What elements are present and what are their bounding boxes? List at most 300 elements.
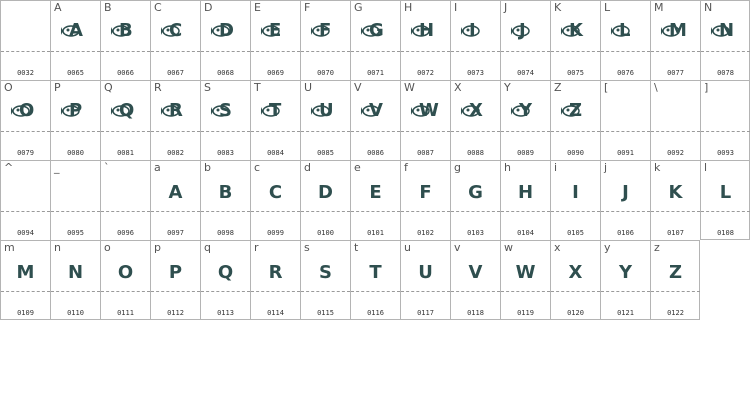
glyph-cell[interactable] <box>450 160 500 240</box>
baseline-divider <box>651 211 700 212</box>
baseline-divider <box>151 131 200 132</box>
character-label: T <box>254 81 261 94</box>
glyph-preview <box>151 15 200 49</box>
baseline-divider <box>601 291 650 292</box>
glyph-cell[interactable] <box>50 240 100 320</box>
glyph-cell[interactable] <box>50 0 100 80</box>
glyph-letter: S <box>219 100 232 121</box>
glyph-preview <box>1 95 50 129</box>
glyph-preview <box>301 175 350 209</box>
baseline-divider <box>301 211 350 212</box>
glyph-cell[interactable] <box>100 80 150 160</box>
glyph-cell[interactable] <box>250 240 300 320</box>
glyph-letter: A <box>168 181 183 203</box>
glyph-row <box>0 0 751 80</box>
glyph-letter: F <box>419 181 432 203</box>
baseline-divider <box>401 131 450 132</box>
glyph-letter: K <box>569 20 583 41</box>
glyph-cell[interactable] <box>150 80 200 160</box>
glyph-preview <box>601 255 650 289</box>
character-label: a <box>154 161 161 174</box>
character-label: O <box>4 81 13 94</box>
glyph-letter: P <box>69 100 83 121</box>
baseline-divider <box>51 51 100 52</box>
glyph-letter: B <box>119 20 133 41</box>
glyph-preview <box>1 175 50 209</box>
glyph-preview <box>251 175 300 209</box>
glyph-cell[interactable] <box>150 160 200 240</box>
glyph-letter: X <box>469 100 483 121</box>
glyph-cell[interactable] <box>550 240 600 320</box>
baseline-divider <box>1 51 50 52</box>
character-label: Z <box>554 81 562 94</box>
char-code-label: 0112 <box>167 309 184 317</box>
glyph-cell[interactable] <box>500 80 550 160</box>
glyph-preview <box>501 175 550 209</box>
glyph-cell[interactable] <box>0 240 50 320</box>
baseline-divider <box>451 51 500 52</box>
glyph-cell[interactable] <box>150 240 200 320</box>
glyph-preview <box>201 15 250 49</box>
char-code-label: 0083 <box>217 149 234 157</box>
glyph-row <box>0 160 751 240</box>
glyph-cell[interactable] <box>450 0 500 80</box>
baseline-divider <box>101 51 150 52</box>
glyph-cell[interactable] <box>200 0 250 80</box>
baseline-divider <box>551 211 600 212</box>
character-label: Q <box>104 81 113 94</box>
glyph-preview <box>601 15 650 49</box>
glyph-cell[interactable] <box>500 160 550 240</box>
glyph-letter: O <box>19 100 35 121</box>
baseline-divider <box>701 51 750 52</box>
glyph-cell[interactable] <box>100 160 150 240</box>
glyph-cell[interactable] <box>500 0 550 80</box>
glyph-preview <box>51 95 100 129</box>
glyph-preview <box>251 15 300 49</box>
glyph-letter: U <box>418 261 433 283</box>
character-label: E <box>254 1 261 14</box>
character-label: v <box>454 241 461 254</box>
character-label: B <box>104 1 112 14</box>
glyph-letter: T <box>369 261 382 283</box>
glyph-letter: Y <box>519 100 533 121</box>
char-code-label: 0108 <box>717 229 734 237</box>
glyph-preview <box>601 175 650 209</box>
glyph-preview <box>451 15 500 49</box>
glyph-preview <box>151 255 200 289</box>
glyph-cell[interactable] <box>500 240 550 320</box>
glyph-letter: V <box>468 261 483 283</box>
glyph-preview <box>201 95 250 129</box>
glyph-letter: R <box>268 261 283 283</box>
character-label: k <box>654 161 661 174</box>
character-label: j <box>604 161 608 174</box>
char-code-label: 0072 <box>417 69 434 77</box>
char-code-label: 0070 <box>317 69 334 77</box>
glyph-preview <box>451 255 500 289</box>
glyph-letter: R <box>169 100 183 121</box>
glyph-cell[interactable] <box>550 160 600 240</box>
glyph-cell[interactable] <box>300 80 350 160</box>
char-code-label: 0084 <box>267 149 284 157</box>
baseline-divider <box>551 291 600 292</box>
glyph-preview <box>301 15 350 49</box>
char-code-label: 0090 <box>567 149 584 157</box>
glyph-cell[interactable] <box>400 0 450 80</box>
char-code-label: 0087 <box>417 149 434 157</box>
baseline-divider <box>301 291 350 292</box>
char-code-label: 0111 <box>117 309 134 317</box>
character-label: N <box>704 1 713 14</box>
glyph-preview <box>1 15 50 49</box>
char-code-label: 0074 <box>517 69 534 77</box>
glyph-letter: C <box>268 181 283 203</box>
glyph-preview <box>301 95 350 129</box>
glyph-cell[interactable] <box>250 80 300 160</box>
glyph-preview <box>701 15 750 49</box>
baseline-divider <box>551 51 600 52</box>
glyph-cell[interactable] <box>250 0 300 80</box>
baseline-divider <box>351 291 400 292</box>
glyph-cell[interactable] <box>0 160 50 240</box>
char-code-label: 0101 <box>367 229 384 237</box>
glyph-cell[interactable] <box>650 80 700 160</box>
baseline-divider <box>1 211 50 212</box>
character-label: M <box>654 1 664 14</box>
glyph-preview <box>251 95 300 129</box>
glyph-letter: D <box>318 181 333 203</box>
char-code-label: 0076 <box>617 69 634 77</box>
glyph-cell[interactable] <box>700 160 750 240</box>
baseline-divider <box>701 131 750 132</box>
glyph-cell[interactable] <box>200 80 250 160</box>
char-code-label: 0109 <box>17 309 34 317</box>
character-label: l <box>704 161 708 174</box>
glyph-cell[interactable] <box>650 160 700 240</box>
character-label: w <box>504 241 513 254</box>
glyph-preview <box>651 15 700 49</box>
character-label: Y <box>504 81 511 94</box>
char-code-label: 0075 <box>567 69 584 77</box>
baseline-divider <box>151 51 200 52</box>
glyph-letter: Z <box>569 100 583 121</box>
glyph-cell[interactable] <box>700 0 750 80</box>
baseline-divider <box>401 291 450 292</box>
character-label: s <box>304 241 310 254</box>
baseline-divider <box>51 291 100 292</box>
glyph-row <box>0 80 751 160</box>
glyph-cell[interactable] <box>600 0 650 80</box>
glyph-preview <box>101 15 150 49</box>
character-label: I <box>454 1 458 14</box>
glyph-preview <box>501 15 550 49</box>
glyph-preview <box>451 175 500 209</box>
character-label: f <box>404 161 408 174</box>
glyph-cell[interactable] <box>600 80 650 160</box>
glyph-preview <box>451 95 500 129</box>
glyph-preview <box>351 175 400 209</box>
char-code-label: 0068 <box>217 69 234 77</box>
baseline-divider <box>151 211 200 212</box>
character-label: H <box>404 1 413 14</box>
character-label: m <box>4 241 15 254</box>
glyph-preview <box>301 255 350 289</box>
char-code-label: 0116 <box>367 309 384 317</box>
character-label: X <box>454 81 462 94</box>
baseline-divider <box>251 131 300 132</box>
character-label: e <box>354 161 361 174</box>
glyph-cell[interactable] <box>550 80 600 160</box>
baseline-divider <box>701 211 750 212</box>
glyph-cell[interactable] <box>550 0 600 80</box>
glyph-preview <box>651 95 700 129</box>
char-code-label: 0099 <box>267 229 284 237</box>
baseline-divider <box>651 131 700 132</box>
baseline-divider <box>301 131 350 132</box>
glyph-cell[interactable] <box>0 0 50 80</box>
char-code-label: 0102 <box>417 229 434 237</box>
baseline-divider <box>51 131 100 132</box>
glyph-preview <box>651 255 700 289</box>
char-code-label: 0092 <box>667 149 684 157</box>
glyph-preview <box>51 175 100 209</box>
glyph-preview <box>101 175 150 209</box>
glyph-letter: L <box>719 181 732 203</box>
baseline-divider <box>501 51 550 52</box>
character-label: n <box>54 241 61 254</box>
glyph-preview <box>351 15 400 49</box>
glyph-letter: H <box>517 181 534 203</box>
baseline-divider <box>451 291 500 292</box>
glyph-letter: A <box>69 20 83 41</box>
baseline-divider <box>601 51 650 52</box>
glyph-letter: E <box>269 20 282 41</box>
glyph-cell[interactable] <box>400 160 450 240</box>
glyph-cell[interactable] <box>650 0 700 80</box>
character-label: p <box>154 241 161 254</box>
glyph-cell[interactable] <box>300 0 350 80</box>
glyph-letter: M <box>16 261 35 283</box>
glyph-cell[interactable] <box>350 240 400 320</box>
char-code-label: 0104 <box>517 229 534 237</box>
char-code-label: 0105 <box>567 229 584 237</box>
baseline-divider <box>601 131 650 132</box>
char-code-label: 0107 <box>667 229 684 237</box>
char-code-label: 0091 <box>617 149 634 157</box>
glyph-cell[interactable] <box>200 160 250 240</box>
char-code-label: 0120 <box>567 309 584 317</box>
glyph-letter: P <box>168 261 183 283</box>
glyph-letter: W <box>515 261 536 283</box>
glyph-cell[interactable] <box>50 160 100 240</box>
character-label: d <box>304 161 311 174</box>
baseline-divider <box>401 211 450 212</box>
glyph-preview <box>1 255 50 289</box>
glyph-preview <box>651 175 700 209</box>
glyph-preview <box>101 255 150 289</box>
baseline-divider <box>301 51 350 52</box>
baseline-divider <box>51 211 100 212</box>
char-code-label: 0069 <box>267 69 284 77</box>
baseline-divider <box>601 211 650 212</box>
character-label: C <box>154 1 162 14</box>
glyph-letter: J <box>519 20 526 41</box>
baseline-divider <box>401 51 450 52</box>
char-code-label: 0073 <box>467 69 484 77</box>
char-code-label: 0081 <box>117 149 134 157</box>
char-code-label: 0094 <box>17 229 34 237</box>
glyph-preview <box>351 95 400 129</box>
baseline-divider <box>151 291 200 292</box>
char-code-label: 0066 <box>117 69 134 77</box>
glyph-preview <box>151 175 200 209</box>
glyph-letter: K <box>668 181 683 203</box>
character-label: b <box>204 161 211 174</box>
character-label: _ <box>54 161 60 174</box>
glyph-letter: W <box>419 100 439 121</box>
glyph-cell[interactable] <box>700 80 750 160</box>
baseline-divider <box>101 211 150 212</box>
baseline-divider <box>101 291 150 292</box>
baseline-divider <box>201 51 250 52</box>
glyph-letter: C <box>169 20 183 41</box>
glyph-letter: I <box>469 20 476 41</box>
glyph-preview <box>501 255 550 289</box>
character-label: i <box>554 161 558 174</box>
glyph-cell[interactable] <box>450 80 500 160</box>
glyph-cell[interactable] <box>50 80 100 160</box>
baseline-divider <box>201 131 250 132</box>
char-code-label: 0117 <box>417 309 434 317</box>
glyph-letter <box>651 95 700 129</box>
glyph-letter: G <box>369 20 384 41</box>
glyph-cell[interactable] <box>650 240 700 320</box>
character-label: L <box>604 1 611 14</box>
glyph-cell[interactable] <box>100 240 150 320</box>
glyph-letter <box>51 175 100 209</box>
baseline-divider <box>651 291 700 292</box>
char-code-label: 0079 <box>17 149 34 157</box>
character-label: g <box>454 161 461 174</box>
glyph-cell[interactable] <box>150 0 200 80</box>
glyph-preview <box>251 255 300 289</box>
glyph-letter: Q <box>217 261 234 283</box>
glyph-preview <box>551 95 600 129</box>
glyph-cell[interactable] <box>400 240 450 320</box>
character-label: q <box>204 241 211 254</box>
baseline-divider <box>251 291 300 292</box>
char-code-label: 0119 <box>517 309 534 317</box>
baseline-divider <box>251 211 300 212</box>
char-code-label: 0067 <box>167 69 184 77</box>
glyph-cell[interactable] <box>350 0 400 80</box>
glyph-preview <box>401 175 450 209</box>
character-label: K <box>554 1 562 14</box>
glyph-letter: J <box>622 181 629 203</box>
glyph-cell[interactable] <box>250 160 300 240</box>
char-code-label: 0098 <box>217 229 234 237</box>
character-label: F <box>304 1 311 14</box>
glyph-preview <box>151 95 200 129</box>
char-code-label: 0110 <box>67 309 84 317</box>
glyph-letter <box>1 175 50 209</box>
character-label: ] <box>704 81 709 94</box>
char-code-label: 0106 <box>617 229 634 237</box>
char-code-label: 0088 <box>467 149 484 157</box>
glyph-letter: D <box>219 20 234 41</box>
baseline-divider <box>351 51 400 52</box>
glyph-letter: N <box>67 261 84 283</box>
glyph-preview <box>51 255 100 289</box>
glyph-cell[interactable] <box>400 80 450 160</box>
glyph-cell[interactable] <box>450 240 500 320</box>
glyph-cell[interactable] <box>600 160 650 240</box>
glyph-preview <box>101 95 150 129</box>
character-label: x <box>554 241 561 254</box>
glyph-cell[interactable] <box>200 240 250 320</box>
character-label: J <box>504 1 508 14</box>
glyph-letter: G <box>468 181 483 203</box>
baseline-divider <box>501 211 550 212</box>
glyph-letter: L <box>619 20 631 41</box>
character-label: y <box>604 241 611 254</box>
glyph-cell[interactable] <box>0 80 50 160</box>
character-label: P <box>54 81 61 94</box>
char-code-label: 0095 <box>67 229 84 237</box>
char-code-label: 0103 <box>467 229 484 237</box>
glyph-letter: X <box>568 261 583 283</box>
glyph-letter <box>1 15 50 49</box>
glyph-preview <box>501 95 550 129</box>
glyph-letter: M <box>669 20 687 41</box>
glyph-letter: H <box>419 20 435 41</box>
glyph-letter: I <box>572 181 579 203</box>
baseline-divider <box>451 131 500 132</box>
glyph-cell[interactable] <box>300 160 350 240</box>
glyph-letter: O <box>117 261 134 283</box>
glyph-preview <box>51 15 100 49</box>
glyph-cell[interactable] <box>100 0 150 80</box>
glyph-cell[interactable] <box>350 80 400 160</box>
glyph-letter <box>101 175 150 209</box>
glyph-cell[interactable] <box>600 240 650 320</box>
character-label: u <box>404 241 411 254</box>
char-code-label: 0082 <box>167 149 184 157</box>
char-code-label: 0115 <box>317 309 334 317</box>
char-code-label: 0086 <box>367 149 384 157</box>
glyph-preview <box>551 255 600 289</box>
glyph-preview <box>401 15 450 49</box>
character-label: U <box>304 81 313 94</box>
char-code-label: 0118 <box>467 309 484 317</box>
character-label: t <box>354 241 359 254</box>
glyph-cell[interactable] <box>300 240 350 320</box>
baseline-divider <box>551 131 600 132</box>
char-code-label: 0065 <box>67 69 84 77</box>
glyph-row <box>0 240 701 320</box>
character-label: o <box>104 241 111 254</box>
char-code-label: 0122 <box>667 309 684 317</box>
character-label: ` <box>104 161 110 174</box>
glyph-preview <box>601 95 650 129</box>
char-code-label: 0093 <box>717 149 734 157</box>
glyph-preview <box>401 95 450 129</box>
character-label: R <box>154 81 162 94</box>
baseline-divider <box>351 211 400 212</box>
glyph-cell[interactable] <box>350 160 400 240</box>
glyph-letter: F <box>319 20 332 41</box>
